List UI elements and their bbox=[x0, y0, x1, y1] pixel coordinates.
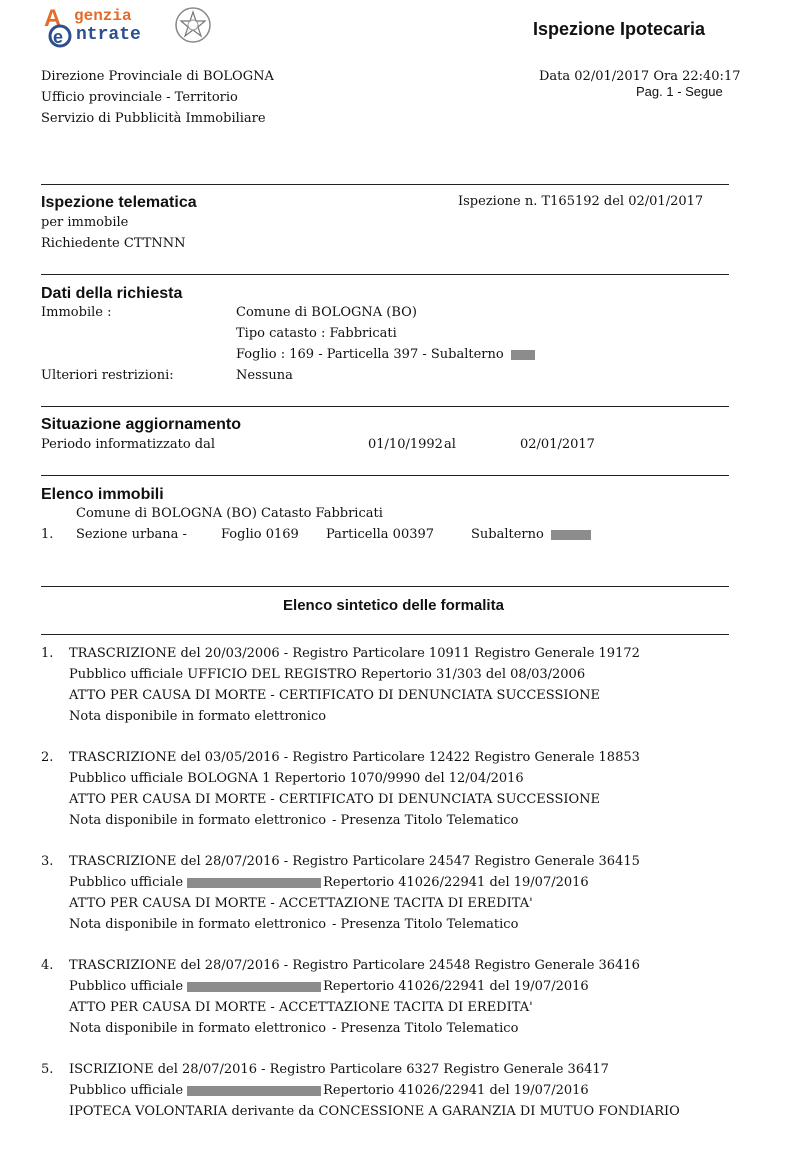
item-line: Nota disponibile in formato elettronico bbox=[69, 709, 327, 724]
formalita-title: Elenco sintetico delle formalita bbox=[283, 597, 504, 614]
subalterno-label: Subalterno bbox=[471, 527, 544, 542]
divider bbox=[41, 184, 729, 185]
pubblico-ufficiale-label: Pubblico ufficiale bbox=[69, 875, 184, 890]
redaction-block bbox=[187, 878, 321, 888]
document-title: Ispezione Ipotecaria bbox=[533, 19, 706, 39]
richiedente: Richiedente CTTNNN bbox=[41, 236, 186, 251]
agenzia-entrate-logo bbox=[40, 4, 215, 48]
item-number: 1. bbox=[41, 646, 54, 661]
item-number: 2. bbox=[41, 750, 54, 765]
immobile-particella: Particella 00397 bbox=[326, 527, 435, 542]
divider bbox=[41, 634, 729, 635]
pubblico-ufficiale-label: Pubblico ufficiale bbox=[69, 979, 184, 994]
office-line-1: Direzione Provinciale di BOLOGNA bbox=[41, 69, 274, 84]
periodo-al: al bbox=[444, 437, 456, 452]
item-line: Nota disponibile in formato elettronico bbox=[69, 813, 327, 828]
item-line: Nota disponibile in formato elettronico bbox=[69, 917, 327, 932]
immobili-comune: Comune di BOLOGNA (BO) Catasto Fabbricati bbox=[76, 506, 383, 521]
item-line: - Presenza Titolo Telematico bbox=[332, 813, 519, 828]
redaction-block bbox=[511, 350, 535, 360]
item-line: TRASCRIZIONE del 03/05/2016 - Registro Particolare 12422 Registro Generale 18853 bbox=[69, 750, 640, 765]
sezione-urbana: Sezione urbana - bbox=[76, 527, 187, 542]
logo-line2: ntrate bbox=[76, 25, 141, 45]
item-line: Pubblico ufficiale UFFICIO DEL REGISTRO Repertorio 31/303 del 08/03/2006 bbox=[69, 667, 586, 682]
office-line-3: Servizio di Pubblicità Immobiliare bbox=[41, 111, 266, 126]
divider bbox=[41, 586, 729, 587]
periodo-label: Periodo informatizzato dal bbox=[41, 437, 216, 452]
ispezione-title: Ispezione telematica bbox=[41, 194, 197, 211]
comune-value: Comune di BOLOGNA (BO) bbox=[236, 305, 417, 320]
ispezione-type: per immobile bbox=[41, 215, 129, 230]
redaction-block bbox=[187, 982, 321, 992]
logo-line1: genzia bbox=[74, 7, 132, 25]
svg-text:A: A bbox=[44, 5, 62, 32]
tipo-catasto: Tipo catasto : Fabbricati bbox=[236, 326, 397, 341]
richiesta-title: Dati della richiesta bbox=[41, 285, 183, 302]
item-line bbox=[69, 979, 589, 994]
immobile-subalterno bbox=[471, 527, 591, 542]
divider bbox=[41, 406, 729, 407]
redaction-block bbox=[187, 1086, 321, 1096]
divider bbox=[41, 475, 729, 476]
office-line-2: Ufficio provinciale - Territorio bbox=[41, 90, 238, 105]
repertorio-text: Repertorio 41026/22941 del 19/07/2016 bbox=[323, 1083, 589, 1098]
periodo-to: 02/01/2017 bbox=[520, 437, 595, 452]
item-line: - Presenza Titolo Telematico bbox=[332, 1021, 519, 1036]
item-line: Pubblico ufficiale BOLOGNA 1 Repertorio 1070/9990 del 12/04/2016 bbox=[69, 771, 524, 786]
item-line: IPOTECA VOLONTARIA derivante da CONCESSIONE A GARANZIA DI MUTUO FONDIARIO bbox=[69, 1104, 680, 1119]
ispezione-number: Ispezione n. T165192 del 02/01/2017 bbox=[458, 194, 704, 209]
foglio-text: Foglio : 169 - Particella 397 - Subalterno bbox=[236, 347, 504, 362]
foglio-particella bbox=[236, 347, 535, 362]
item-line: ATTO PER CAUSA DI MORTE - ACCETTAZIONE TACITA DI EREDITA' bbox=[69, 1000, 533, 1015]
item-number: 3. bbox=[41, 854, 54, 869]
situazione-title: Situazione aggiornamento bbox=[41, 416, 242, 433]
item-line: ATTO PER CAUSA DI MORTE - CERTIFICATO DI DENUNCIATA SUCCESSIONE bbox=[69, 792, 601, 807]
date-time: Data 02/01/2017 Ora 22:40:17 bbox=[539, 69, 741, 84]
item-line: TRASCRIZIONE del 28/07/2016 - Registro Particolare 24548 Registro Generale 36416 bbox=[69, 958, 640, 973]
redaction-block bbox=[551, 530, 591, 540]
item-number: 4. bbox=[41, 958, 54, 973]
republic-emblem-icon bbox=[174, 6, 212, 44]
immobile-label: Immobile : bbox=[41, 305, 112, 320]
restrizioni-label: Ulteriori restrizioni: bbox=[41, 368, 174, 383]
periodo-from: 01/10/1992 bbox=[368, 437, 443, 452]
item-line: TRASCRIZIONE del 28/07/2016 - Registro Particolare 24547 Registro Generale 36415 bbox=[69, 854, 640, 869]
svg-text:e: e bbox=[53, 27, 64, 47]
item-line: - Presenza Titolo Telematico bbox=[332, 917, 519, 932]
item-line bbox=[69, 1083, 589, 1098]
page-number: Pag. 1 - Segue bbox=[636, 84, 723, 99]
restrizioni-value: Nessuna bbox=[236, 368, 293, 383]
immobile-foglio: Foglio 0169 bbox=[221, 527, 299, 542]
item-line: TRASCRIZIONE del 20/03/2006 - Registro Particolare 10911 Registro Generale 19172 bbox=[69, 646, 640, 661]
item-line: ATTO PER CAUSA DI MORTE - ACCETTAZIONE TACITA DI EREDITA' bbox=[69, 896, 533, 911]
immobile-num: 1. bbox=[41, 527, 54, 542]
item-line: ATTO PER CAUSA DI MORTE - CERTIFICATO DI DENUNCIATA SUCCESSIONE bbox=[69, 688, 601, 703]
pubblico-ufficiale-label: Pubblico ufficiale bbox=[69, 1083, 184, 1098]
immobili-title: Elenco immobili bbox=[41, 486, 164, 503]
item-line: ISCRIZIONE del 28/07/2016 - Registro Particolare 6327 Registro Generale 36417 bbox=[69, 1062, 609, 1077]
item-line: Nota disponibile in formato elettronico bbox=[69, 1021, 327, 1036]
repertorio-text: Repertorio 41026/22941 del 19/07/2016 bbox=[323, 979, 589, 994]
repertorio-text: Repertorio 41026/22941 del 19/07/2016 bbox=[323, 875, 589, 890]
item-number: 5. bbox=[41, 1062, 54, 1077]
item-line bbox=[69, 875, 589, 890]
divider bbox=[41, 274, 729, 275]
